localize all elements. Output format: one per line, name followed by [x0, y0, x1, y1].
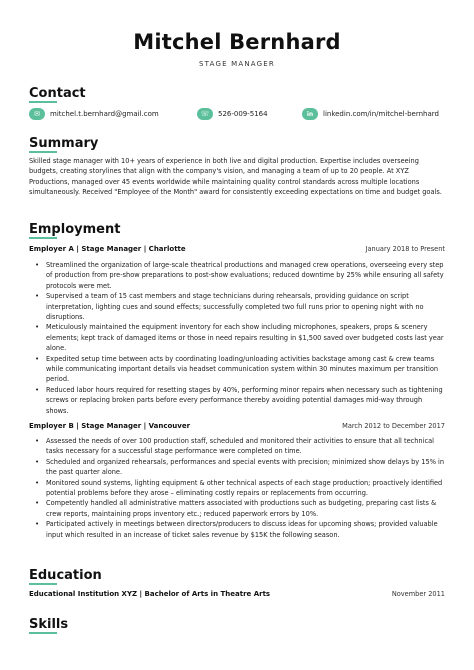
education-school: Educational Institution XYZ | Bachelor of Arts in Theatre Arts: [29, 590, 271, 598]
email-icon: ✉: [29, 108, 45, 120]
contact-heading: Contact: [29, 86, 86, 101]
list-item: • Monitored sound systems, lighting equipment & other technical aspects of each stage production; proactively identified potential problems before they arose – eliminating costly repairs or replacements from occurring.: [29, 478, 445, 499]
phone-text[interactable]: 526-009-5164: [218, 110, 268, 118]
education-date: November 2011: [391, 590, 445, 598]
job-title-b: Employer B | Stage Manager | Vancouver: [29, 422, 191, 430]
education-heading: Education: [29, 568, 102, 583]
job-title-a: Employer A | Stage Manager | Charlotte: [29, 245, 186, 253]
phone-icon: ☏: [197, 108, 213, 120]
linkedin-text[interactable]: linkedin.com/in/mitchel-bernhard: [323, 110, 439, 118]
list-item: • Scheduled and organized rehearsals, performances and special events with precision; minimized show delays by 15% in the past quarter alone.: [29, 457, 445, 478]
contact-phone[interactable]: [197, 106, 268, 122]
job-bullets-b: [29, 436, 445, 540]
job-dates-a: January 2018 to Present: [365, 245, 445, 253]
skills-heading-rule: [29, 632, 57, 634]
list-item: • Supervised a team of 15 cast members and stage technicians during rehearsals, providing guidance on script interpretation, lighting cues and sound effects; successfully completed two full runs prior to opening night with no disruptions.: [29, 291, 445, 322]
list-item: • Meticulously maintained the equipment inventory for each show including microphones, speakers, props & scenery elements; kept track of damaged items or those in need repairs resulting in $1,500 saved over budgeted costs last year alone.: [29, 322, 445, 353]
list-item: • Expedited setup time between acts by coordinating loading/unloading activities backstage among cast & crew teams while communicating important details via headset communication system within 30 minutes maximum per transition period.: [29, 354, 445, 385]
summary-heading-rule: [29, 151, 57, 153]
skills-heading: Skills: [29, 617, 69, 632]
employment-heading: Employment: [29, 222, 121, 237]
summary-text: Skilled stage manager with 10+ years of experience in both live and digital production. Expertise includes overseeing budgets, creating storylines that align with the company's vision, and managing a team of up to 20 people. At XYZ Productions, managed over 45 events worldwide while maintaining quality control standards across multiple locations simultaneously. Received "Employee of the Month" award for consistently exceeding expectations on time and budget goals.: [29, 157, 442, 197]
linkedin-icon: in: [302, 108, 318, 120]
list-item: • Reduced labor hours required for resetting stages by 40%, performing minor repairs when necessary such as tightening screws or replacing broken parts before every performance thereby avoiding potential damages mid-way through shows.: [29, 385, 445, 416]
list-item: • Assessed the needs of over 100 production staff, scheduled and monitored their activities to ensure that all technical tasks necessary for a successful stage performance were completed on time.: [29, 436, 445, 457]
summary-heading: Summary: [29, 136, 99, 151]
education-entry: [29, 590, 445, 601]
job-bullets-a: [29, 260, 445, 416]
list-item: • Streamlined the organization of large-scale theatrical productions and managed crew operations, overseeing every step of production from pre-show preparations to post-show evaluations; reduced downtime by 25% while ensuring all safety protocols were met.: [29, 260, 445, 291]
job-title-subtitle: STAGE MANAGER: [199, 60, 275, 68]
employment-heading-rule: [29, 237, 57, 239]
contact-email[interactable]: [29, 106, 159, 122]
list-item: • Competently handled all administrative matters associated with productions such as budgeting, preparing cast lists & crew reports, maintaining props inventory etc.; reduced paperwork errors by 10%.: [29, 498, 445, 519]
candidate-name: Mitchel Bernhard: [133, 30, 341, 54]
job-header-a: [29, 245, 445, 256]
education-heading-rule: [29, 583, 57, 585]
contact-heading-rule: [29, 101, 57, 103]
list-item: • Participated actively in meetings between directors/producers to discuss ideas for upcoming shows; provided valuable input which resulted in an increase of ticket sales revenue by $15K the following season.: [29, 519, 445, 540]
job-header-b: [29, 422, 445, 433]
contact-row: [29, 106, 449, 122]
job-dates-b: March 2012 to December 2017: [342, 422, 445, 430]
contact-linkedin[interactable]: [302, 106, 439, 122]
email-text[interactable]: mitchel.t.bernhard@gmail.com: [50, 110, 159, 118]
